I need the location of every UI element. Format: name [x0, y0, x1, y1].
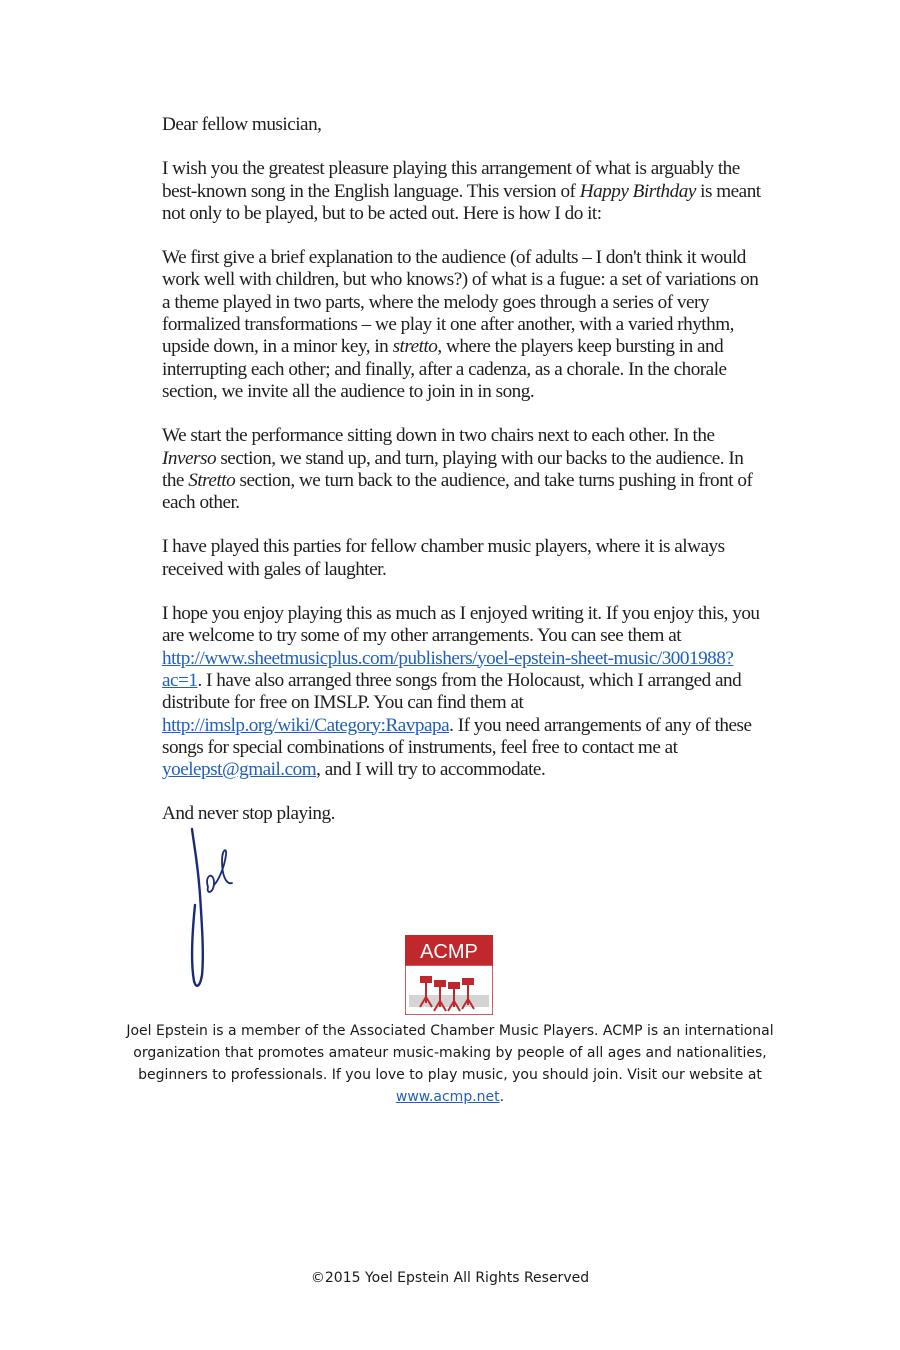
paragraph-text: . If you need arrangements of any of these songs for special combinations of instruments, feel free to contact me at: [162, 714, 752, 758]
paragraph-fugue: [162, 247, 762, 403]
acmp-logo: [405, 935, 493, 1015]
imslp-link[interactable]: http://imslp.org/wiki/Category:Ravpapa: [162, 714, 450, 736]
paragraph-text: , and I will try to accommodate.: [316, 759, 546, 781]
salutation: Dear fellow musician,: [162, 114, 322, 135]
paragraph-performance: [162, 425, 762, 514]
paragraph-text: , where the players keep bursting in and interrupting each other; and finally, after a cadenza, as a chorale. In the chorale section, we invite all the audience to join in in song.: [162, 336, 727, 402]
signature-image: [178, 825, 248, 995]
term-inverso: Inverso: [162, 447, 217, 469]
sheetmusicplus-link[interactable]: http://www.sheetmusicplus.com/publishers/yoel-epstein-sheet-music/3001988?ac=1: [162, 647, 734, 691]
paragraph-intro: [162, 158, 762, 225]
paragraph-text: section, we turn back to the audience, and take turns pushing in front of each other.: [162, 469, 753, 514]
svg-text:ACMP: ACMP: [420, 941, 478, 963]
paragraph-text: We start the performance sitting down in two chairs next to each other. In the: [162, 425, 715, 447]
paragraph-text: section, we stand up, and turn, playing with our backs to the audience. In the: [162, 447, 744, 491]
copyright-footer: ©2015 Yoel Epstein All Rights Reserved: [310, 1270, 590, 1286]
acmp-website-link[interactable]: www.acmp.net: [395, 1089, 500, 1105]
letter-body: [162, 114, 762, 848]
blurb-end: .: [499, 1089, 505, 1105]
email-link[interactable]: yoelepst@gmail.com: [162, 759, 317, 781]
paragraph-text: I hope you enjoy playing this as much as I enjoyed writing it. If you enjoy this, you are welcome to try some of my other arrangements. You can see them at: [162, 603, 760, 647]
term-stretto-section: Stretto: [188, 469, 236, 491]
song-title: Happy Birthday: [579, 180, 696, 202]
paragraph-text: I wish you the greatest pleasure playing this arrangement of what is arguably the best-known song in the English language. This version of: [162, 158, 740, 202]
paragraph-text: . I have also arranged three songs from the Holocaust, which I arranged and distribute for free on IMSLP. You can find them at: [162, 669, 742, 714]
paragraph-text: We first give a brief explanation to the audience (of adults – I don't think it would work well with children, but who knows?) of what is a fugue: a set of variations on a theme played in two parts, where the melody goes through a series of very formalized transformations – we play it one after another, with a varied rhythm, upside down, in a minor key, in: [162, 247, 759, 358]
blurb-text: Joel Epstein is a member of the Associated Chamber Music Players. ACMP is an international organization that promotes amateur music-making by people of all ages and nationalities, beginners to professionals. If you love to play music, you should join. Visit our website at: [126, 1023, 774, 1083]
closing-line: And never stop playing.: [162, 803, 335, 825]
acmp-membership-blurb: [100, 1020, 800, 1108]
paragraph-text: is meant not only to be played, but to be acted out. Here is how I do it:: [162, 180, 761, 224]
term-stretto: stretto: [392, 336, 438, 358]
paragraph-arrangements: [162, 603, 762, 781]
paragraph-reception: I have played this parties for fellow chamber music players, where it is always received with gales of laughter.: [162, 536, 725, 580]
